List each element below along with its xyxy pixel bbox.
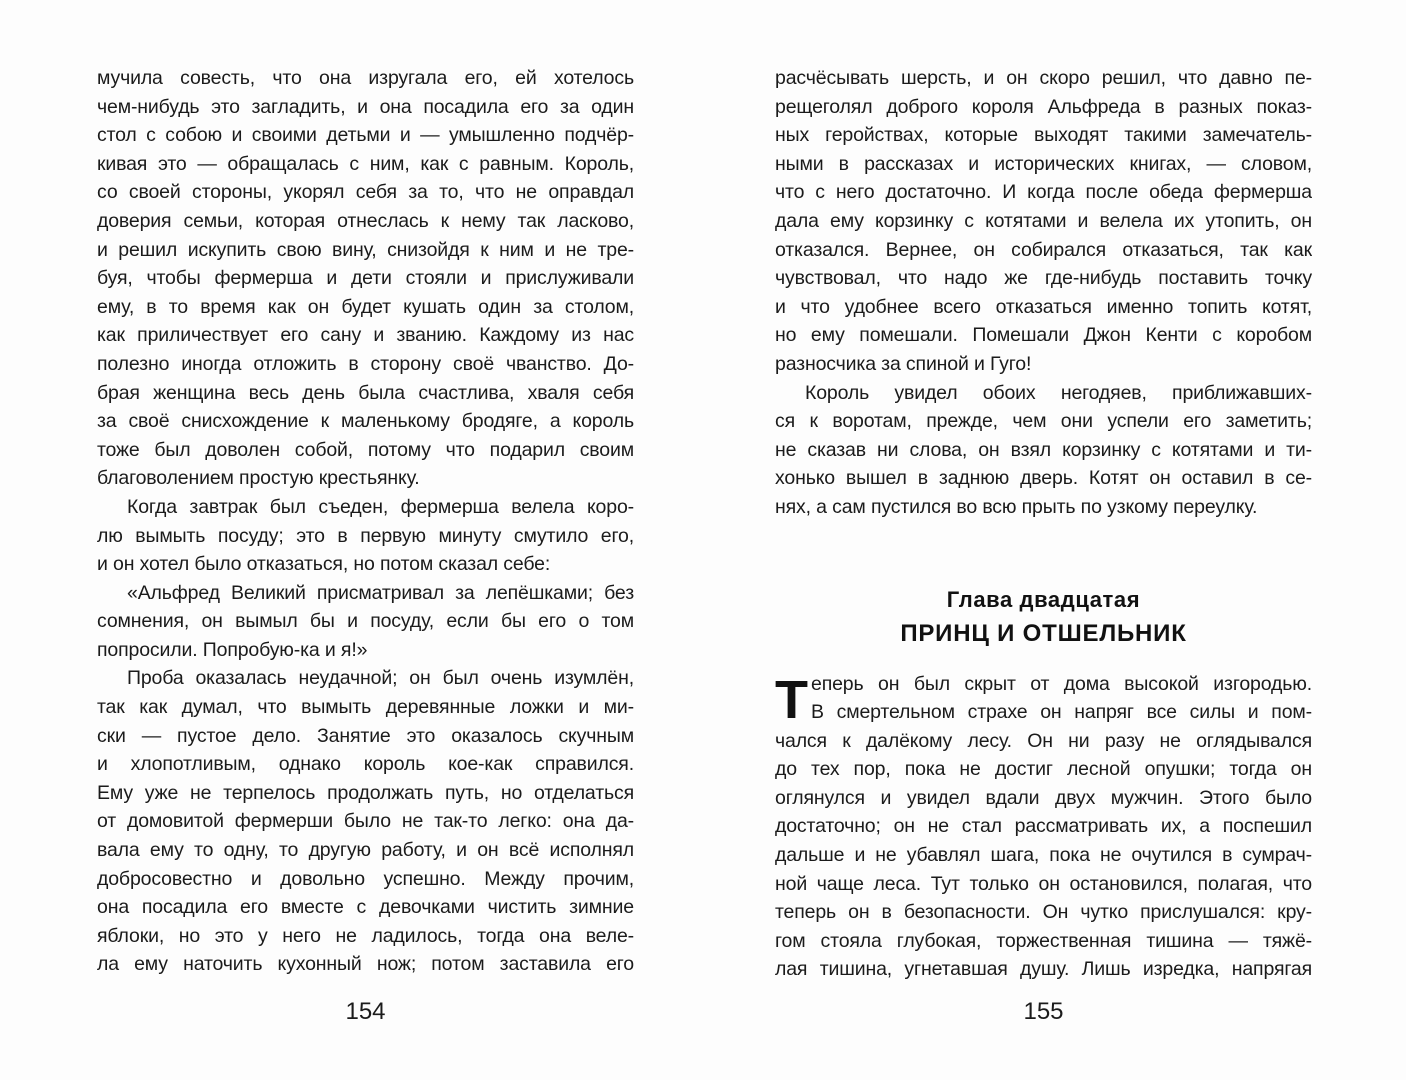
text-line: разносчика за спиной и Гуго!	[775, 352, 1032, 375]
text-line: чем-нибудь это загладить, и она посадила его за один	[97, 95, 634, 118]
text-line: буя, чтобы фермерша и дети стояли и прислуживали	[97, 267, 634, 290]
text-line: доверия семьи, которая отнеслась к нему так ласково,	[97, 209, 634, 232]
text-line: чался к далёкому лесу. Он ни разу не оглядывался	[775, 729, 1312, 752]
page-154	[97, 0, 634, 1080]
page-155	[775, 0, 1312, 1080]
text-line: она посадила его вместе с девочками чистить зимние	[97, 896, 634, 919]
text-line: сомнения, он вымыл бы и посуду, если бы его о том	[97, 610, 634, 633]
text-line: Когда завтрак был съеден, фермерша велела коро-	[127, 495, 634, 518]
text-line: нях, а сам пустился во всю прыть по узкому переулку.	[775, 495, 1258, 518]
text-line: оглянулся и увидел вдали двух мужчин. Этого было	[775, 786, 1312, 809]
chapter-heading	[775, 584, 1312, 652]
text-line: от домовитой фермерши было не так-то легко: она да-	[97, 810, 634, 833]
text-line: «Альфред Великий присматривал за лепёшками; без	[127, 581, 634, 604]
text-line: и решил искупить свою вину, снизойдя к ним и не тре-	[97, 238, 634, 261]
text-line: ной чаще леса. Тут только он остановился, полагая, что	[775, 872, 1312, 895]
text-line: мучила совесть, что она изругала его, ей хотелось	[97, 67, 634, 89]
page-154-number: 154	[345, 998, 386, 1025]
text-line: дала ему корзинку с котятами и велела их утопить, он	[775, 209, 1312, 232]
text-line: до тех пор, пока не достиг лесной опушки; тогда он	[775, 758, 1312, 781]
text-line: вала ему то одну, то другую работу, и он всё исполнял	[97, 839, 634, 862]
text-line: и что удобнее всего отказаться именно топить котят,	[775, 295, 1312, 318]
text-line: яблоки, но это у него не ладилось, тогда она веле-	[97, 924, 634, 947]
text-line: еперь он был скрыт от дома высокой изгородью.	[811, 672, 1312, 695]
text-line: ся к воротам, прежде, чем они успели его заметить;	[775, 410, 1312, 433]
text-line: благоволением простую крестьянку.	[97, 467, 420, 490]
text-line: Ему уже не терпелось продолжать путь, но отделаться	[97, 781, 634, 804]
text-line: рещеголял доброго короля Альфреда в разных показ-	[775, 95, 1312, 118]
text-line: попросили. Попробую-ка и я!»	[97, 638, 368, 661]
page-155-text-top	[775, 0, 1312, 522]
text-line: ски — пустое дело. Занятие это оказалось скучным	[97, 724, 634, 747]
text-line: за своё снисхождение к маленькому бродяге, а король	[97, 410, 634, 433]
drop-cap: Т	[775, 669, 808, 730]
text-line: и он хотел было отказаться, но потом сказал себе:	[97, 553, 551, 576]
text-line: как приличествует его сану и званию. Каждому из нас	[97, 324, 634, 347]
text-line: ных геройствах, которые выходят такими замечатель-	[775, 124, 1312, 147]
text-line: брая женщина весь день была счастлива, хваля себя	[97, 381, 634, 404]
text-line: и хлопотливым, однако король кое-как справился.	[97, 753, 634, 776]
text-line: но ему помешали. Помешали Джон Кенти с коробом	[775, 324, 1312, 347]
text-line: кивая это — обращалась с ним, как с равным. Король,	[97, 152, 634, 175]
text-line: лю вымыть посуду; это в первую минуту смутило его,	[97, 524, 634, 547]
text-line: ными в рассказах и исторических книгах, — словом,	[775, 152, 1312, 175]
text-line: теперь он в безопасности. Он чутко прислушался: кру-	[775, 901, 1312, 924]
text-line: стол с собою и своими детьми и — умышленно подчёр-	[97, 124, 634, 147]
text-line: лая тишина, угнетавшая душу. Лишь изредка, напрягая	[775, 958, 1312, 981]
page-154-text	[97, 0, 634, 979]
text-line: ему, в то время как он будет кушать один за столом,	[97, 295, 634, 318]
text-line: отказался. Вернее, он собирался отказаться, так как	[775, 238, 1312, 261]
text-line: достаточно; он не стал рассматривать их, а поспешил	[775, 815, 1312, 838]
text-line: тоже был доволен собой, потому что подарил своим	[97, 438, 634, 461]
text-line: дальше и не убавлял шага, пока не очутился в сумрач-	[775, 844, 1312, 867]
text-line: В смертельном страхе он напряг все силы и пом-	[811, 701, 1312, 724]
chapter-number-label: Глава двадцатая	[946, 586, 1141, 612]
text-line: Проба оказалась неудачной; он был очень изумлён,	[127, 667, 634, 690]
text-line: ла ему наточить кухонный нож; потом заставила его	[97, 953, 634, 976]
page-155-text-bottom	[775, 670, 1312, 985]
text-line: хонько вышел в заднюю дверь. Котят он оставил в се-	[775, 467, 1312, 490]
text-line: чувствовал, что надо же где-нибудь поставить точку	[775, 267, 1312, 290]
chapter-title: ПРИНЦ И ОТШЕЛЬНИК	[900, 619, 1187, 647]
text-line: не сказав ни слова, он взял корзинку с котятами и ти-	[775, 438, 1312, 461]
text-line: так как думал, что вымыть деревянные ложки и ми-	[97, 696, 634, 719]
text-line: гом стояла глубокая, торжественная тишина — тяжё-	[775, 929, 1312, 952]
text-line: полезно иногда отложить в сторону своё чванство. До-	[97, 352, 634, 375]
text-line: Король увидел обоих негодяев, приближавших-	[805, 381, 1312, 404]
page-155-number: 155	[1023, 998, 1064, 1025]
text-line: со своей стороны, укорял себя за то, что не оправдал	[97, 181, 634, 204]
text-line: расчёсывать шерсть, и он скоро решил, что давно пе-	[775, 67, 1312, 89]
text-line: что с него достаточно. И когда после обеда фермерша	[775, 181, 1312, 204]
text-line: добросовестно и довольно успешно. Между прочим,	[97, 867, 634, 890]
